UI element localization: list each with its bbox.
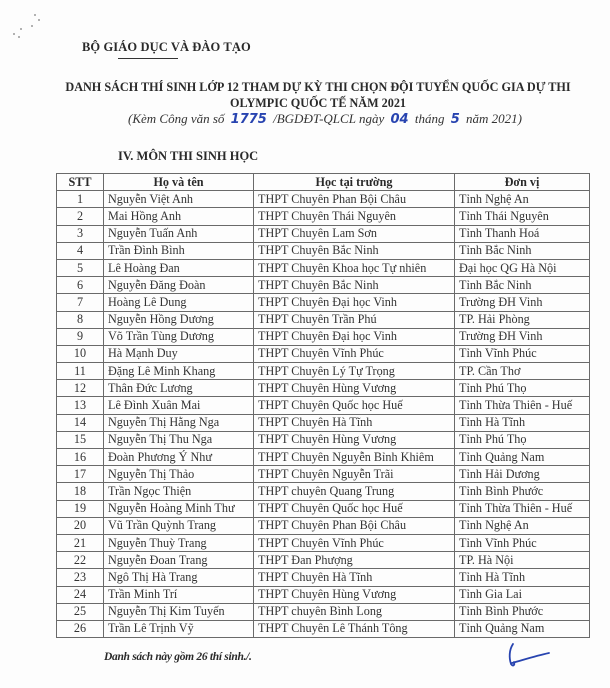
cell-school: THPT Chuyên Hùng Vương [254, 586, 455, 603]
cell-name: Nguyễn Đăng Đoàn [104, 277, 254, 294]
cell-name: Mai Hồng Anh [104, 208, 254, 225]
cell-stt: 5 [57, 259, 104, 276]
cell-unit: Tỉnh Bắc Ninh [455, 277, 590, 294]
cell-unit: TP. Hải Phòng [455, 311, 590, 328]
table-row [57, 603, 590, 620]
cell-school: THPT Chuyên Quốc học Huế [254, 500, 455, 517]
cell-name: Trần Đình Bình [104, 242, 254, 259]
reference-prefix: (Kèm Công văn số [128, 111, 225, 126]
cell-stt: 26 [57, 620, 104, 637]
cell-school: THPT Đan Phượng [254, 552, 455, 569]
cell-name: Lê Đình Xuân Mai [104, 397, 254, 414]
table-row [57, 225, 590, 242]
cell-unit: Trường ĐH Vinh [455, 294, 590, 311]
cell-unit: Tỉnh Hà Tĩnh [455, 414, 590, 431]
signature-mark [505, 640, 555, 670]
cell-unit: Tỉnh Vĩnh Phúc [455, 345, 590, 362]
table-row [57, 294, 590, 311]
cell-school: THPT Chuyên Đại học Vinh [254, 328, 455, 345]
cell-school: THPT chuyên Bình Long [254, 603, 455, 620]
table-row [57, 242, 590, 259]
cell-name: Nguyễn Tuấn Anh [104, 225, 254, 242]
cell-school: THPT Chuyên Phan Bội Châu [254, 191, 455, 208]
cell-stt: 17 [57, 466, 104, 483]
cell-school: THPT Chuyên Bắc Ninh [254, 242, 455, 259]
cell-school: THPT Chuyên Hùng Vương [254, 431, 455, 448]
cell-name: Võ Trần Tùng Dương [104, 328, 254, 345]
table-row [57, 328, 590, 345]
cell-school: THPT Chuyên Lê Thánh Tông [254, 620, 455, 637]
cell-school: THPT Chuyên Vĩnh Phúc [254, 534, 455, 551]
cell-name: Nguyễn Thị Kim Tuyến [104, 603, 254, 620]
cell-name: Nguyễn Thị Hằng Nga [104, 414, 254, 431]
reference-suffix: năm 2021) [466, 111, 522, 126]
cell-unit: Tỉnh Bắc Ninh [455, 242, 590, 259]
cell-stt: 13 [57, 397, 104, 414]
cell-name: Đoàn Phương Ý Như [104, 449, 254, 466]
cell-school: THPT Chuyên Vĩnh Phúc [254, 345, 455, 362]
cell-unit: Tỉnh Thái Nguyên [455, 208, 590, 225]
cell-unit: Tỉnh Quảng Nam [455, 620, 590, 637]
table-row [57, 431, 590, 448]
document-reference [128, 111, 522, 127]
cell-stt: 12 [57, 380, 104, 397]
cell-name: Nguyễn Thuỳ Trang [104, 534, 254, 551]
cell-name: Trần Minh Trí [104, 586, 254, 603]
cell-school: THPT Chuyên Hà Tĩnh [254, 569, 455, 586]
footer-note: Danh sách này gồm 26 thí sinh./. [104, 651, 252, 663]
handwritten-month: 5 [450, 112, 460, 127]
cell-name: Hoàng Lê Dung [104, 294, 254, 311]
table-row [57, 414, 590, 431]
table-row [57, 483, 590, 500]
table-row [57, 397, 590, 414]
cell-school: THPT Chuyên Nguyễn Bỉnh Khiêm [254, 449, 455, 466]
cell-name: Nguyễn Thị Thảo [104, 466, 254, 483]
reference-mid1: /BGDĐT-QLCL ngày [273, 111, 385, 126]
table-row [57, 311, 590, 328]
cell-stt: 11 [57, 363, 104, 380]
cell-name: Trần Lê Trịnh Vỹ [104, 620, 254, 637]
cell-unit: Tỉnh Phú Thọ [455, 431, 590, 448]
cell-stt: 2 [57, 208, 104, 225]
cell-school: THPT Chuyên Lam Sơn [254, 225, 455, 242]
cell-unit: TP. Cần Thơ [455, 363, 590, 380]
column-header-name: Họ và tên [104, 174, 254, 191]
table-header-row [57, 174, 590, 191]
document-title-line1: DANH SÁCH THÍ SINH LỚP 12 THAM DỰ KỲ THI CHỌN ĐỘI TUYỂN QUỐC GIA DỰ THI [65, 80, 571, 94]
candidate-table [56, 173, 590, 638]
cell-school: THPT Chuyên Quốc học Huế [254, 397, 455, 414]
cell-stt: 3 [57, 225, 104, 242]
cell-unit: Trường ĐH Vinh [455, 328, 590, 345]
document-title-line2: OLYMPIC QUỐC TẾ NĂM 2021 [229, 96, 407, 110]
column-header-unit: Đơn vị [455, 174, 590, 191]
handwritten-doc-number: 1775 [230, 112, 267, 127]
scan-speckles [10, 10, 50, 40]
table-row [57, 620, 590, 637]
cell-stt: 16 [57, 449, 104, 466]
cell-unit: Tỉnh Vĩnh Phúc [455, 534, 590, 551]
table-row [57, 259, 590, 276]
cell-school: THPT Chuyên Thái Nguyên [254, 208, 455, 225]
cell-unit: Tỉnh Thừa Thiên - Huế [455, 500, 590, 517]
cell-stt: 20 [57, 517, 104, 534]
cell-unit: Tỉnh Bình Phước [455, 483, 590, 500]
cell-unit: TP. Hà Nội [455, 552, 590, 569]
column-header-school: Học tại trường [254, 174, 455, 191]
cell-unit: Tỉnh Thanh Hoá [455, 225, 590, 242]
table-row [57, 466, 590, 483]
cell-stt: 10 [57, 345, 104, 362]
cell-unit: Tỉnh Nghệ An [455, 191, 590, 208]
table-row [57, 208, 590, 225]
table-row [57, 449, 590, 466]
cell-unit: Tỉnh Hà Tĩnh [455, 569, 590, 586]
cell-stt: 24 [57, 586, 104, 603]
ministry-name: BỘ GIÁO DỤC VÀ ĐÀO TẠO [82, 40, 251, 54]
cell-name: Nguyễn Việt Anh [104, 191, 254, 208]
cell-name: Lê Hoàng Đan [104, 259, 254, 276]
table-row [57, 534, 590, 551]
cell-school: THPT Chuyên Lý Tự Trọng [254, 363, 455, 380]
cell-school: THPT Chuyên Hà Tĩnh [254, 414, 455, 431]
cell-name: Thân Đức Lương [104, 380, 254, 397]
cell-name: Trần Ngọc Thiện [104, 483, 254, 500]
cell-unit: Tỉnh Hải Dương [455, 466, 590, 483]
cell-unit: Tỉnh Nghệ An [455, 517, 590, 534]
cell-stt: 25 [57, 603, 104, 620]
cell-stt: 1 [57, 191, 104, 208]
cell-unit: Tỉnh Phú Thọ [455, 380, 590, 397]
cell-school: THPT Chuyên Phan Bội Châu [254, 517, 455, 534]
cell-name: Nguyễn Thị Thu Nga [104, 431, 254, 448]
cell-stt: 9 [57, 328, 104, 345]
section-title: IV. MÔN THI SINH HỌC [118, 149, 259, 163]
cell-stt: 22 [57, 552, 104, 569]
cell-school: THPT Chuyên Nguyễn Trãi [254, 466, 455, 483]
table-row [57, 191, 590, 208]
table-row [57, 380, 590, 397]
cell-name: Đặng Lê Minh Khang [104, 363, 254, 380]
table-row [57, 345, 590, 362]
cell-name: Hà Mạnh Duy [104, 345, 254, 362]
table-row [57, 569, 590, 586]
cell-unit: Tỉnh Gia Lai [455, 586, 590, 603]
ministry-underline [118, 58, 178, 59]
cell-unit: Tỉnh Bình Phước [455, 603, 590, 620]
cell-stt: 6 [57, 277, 104, 294]
cell-name: Ngô Thị Hà Trang [104, 569, 254, 586]
cell-school: THPT Chuyên Khoa học Tự nhiên [254, 259, 455, 276]
table-row [57, 517, 590, 534]
handwritten-day: 04 [390, 112, 409, 127]
cell-school: THPT Chuyên Đại học Vinh [254, 294, 455, 311]
reference-mid2: tháng [414, 111, 445, 126]
column-header-stt: STT [57, 174, 104, 191]
table-row [57, 277, 590, 294]
table-row [57, 586, 590, 603]
cell-name: Nguyễn Hồng Dương [104, 311, 254, 328]
cell-stt: 8 [57, 311, 104, 328]
cell-stt: 18 [57, 483, 104, 500]
cell-stt: 15 [57, 431, 104, 448]
cell-school: THPT chuyên Quang Trung [254, 483, 455, 500]
cell-stt: 7 [57, 294, 104, 311]
cell-unit: Đại học QG Hà Nội [455, 259, 590, 276]
cell-stt: 23 [57, 569, 104, 586]
cell-unit: Tỉnh Quảng Nam [455, 449, 590, 466]
cell-unit: Tỉnh Thừa Thiên - Huế [455, 397, 590, 414]
table-row [57, 500, 590, 517]
cell-name: Nguyễn Đoan Trang [104, 552, 254, 569]
cell-name: Nguyễn Hoàng Minh Thư [104, 500, 254, 517]
cell-school: THPT Chuyên Bắc Ninh [254, 277, 455, 294]
cell-school: THPT Chuyên Trần Phú [254, 311, 455, 328]
cell-stt: 14 [57, 414, 104, 431]
cell-school: THPT Chuyên Hùng Vương [254, 380, 455, 397]
table-row [57, 363, 590, 380]
cell-stt: 21 [57, 534, 104, 551]
cell-stt: 4 [57, 242, 104, 259]
table-row [57, 552, 590, 569]
cell-stt: 19 [57, 500, 104, 517]
cell-name: Vũ Trần Quỳnh Trang [104, 517, 254, 534]
